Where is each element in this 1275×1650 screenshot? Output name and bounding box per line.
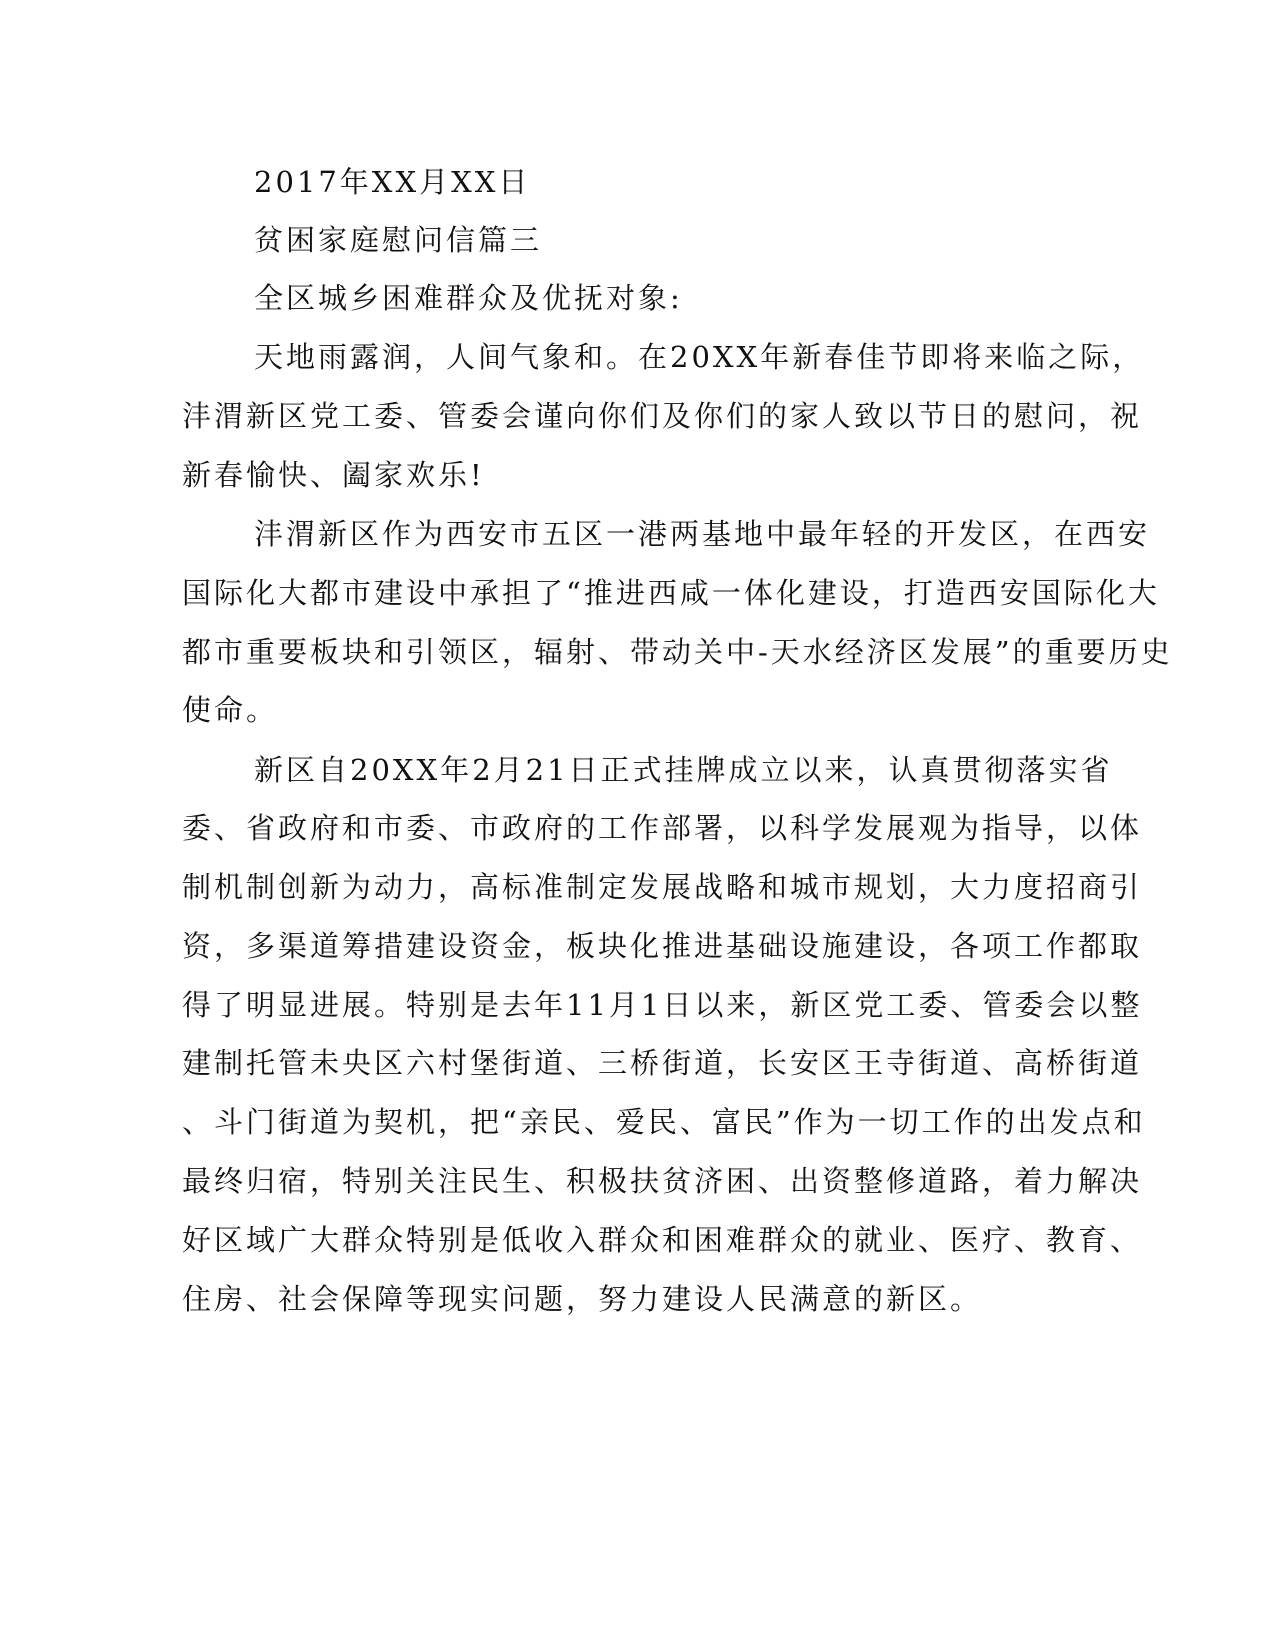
- salutation: 全区城乡困难群众及优抚对象:: [254, 281, 683, 315]
- paragraph-2-line-1: 沣渭新区作为西安市五区一港两基地中最年轻的开发区，在西安: [254, 517, 1151, 551]
- paragraph-3-line-4: 资，多渠道筹措建设资金，板块化推进基础设施建设，各项工作都取: [182, 929, 1143, 963]
- paragraph-3-line-10: 住房、社会保障等现实问题，努力建设人民满意的新区。: [182, 1282, 983, 1316]
- paragraph-3-line-6: 建制托管未央区六村堡街道、三桥街道，长安区王寺街道、高桥街道: [182, 1046, 1143, 1080]
- letter-title: 贫困家庭慰问信篇三: [254, 223, 543, 257]
- paragraph-3-line-1: 新区自20XX年2月21日正式挂牌成立以来，认真贯彻落实省: [254, 753, 1113, 787]
- paragraph-3-line-3: 制机制创新为动力，高标准制定发展战略和城市规划，大力度招商引: [182, 870, 1143, 904]
- paragraph-3-line-7: 、斗门街道为契机，把“亲民、爱民、富民”作为一切工作的出发点和: [182, 1105, 1146, 1139]
- paragraph-1-line-3: 新春愉快、阖家欢乐!: [182, 458, 485, 492]
- paragraph-2-line-4: 使命。: [182, 693, 279, 727]
- paragraph-2-line-3: 都市重要板块和引领区，辐射、带动关中-天水经济区发展”的重要历史: [182, 635, 1173, 669]
- paragraph-3-line-2: 委、省政府和市委、市政府的工作部署，以科学发展观为指导，以体: [182, 811, 1143, 845]
- paragraph-1-line-1: 天地雨露润，人间气象和。在20XX年新春佳节即将来临之际，: [254, 340, 1145, 374]
- date-line: 2017年XX月XX日: [254, 165, 531, 199]
- paragraph-3-line-5: 得了明显进展。特别是去年11月1日以来，新区党工委、管委会以整: [182, 988, 1143, 1022]
- paragraph-2-line-2: 国际化大都市建设中承担了“推进西咸一体化建设，打造西安国际化大: [182, 576, 1160, 610]
- paragraph-3-line-9: 好区域广大群众特别是低收入群众和困难群众的就业、医疗、教育、: [182, 1223, 1143, 1257]
- paragraph-3-line-8: 最终归宿，特别关注民生、积极扶贫济困、出资整修道路，着力解决: [182, 1164, 1143, 1198]
- paragraph-1-line-2: 沣渭新区党工委、管委会谨向你们及你们的家人致以节日的慰问，祝: [182, 399, 1143, 433]
